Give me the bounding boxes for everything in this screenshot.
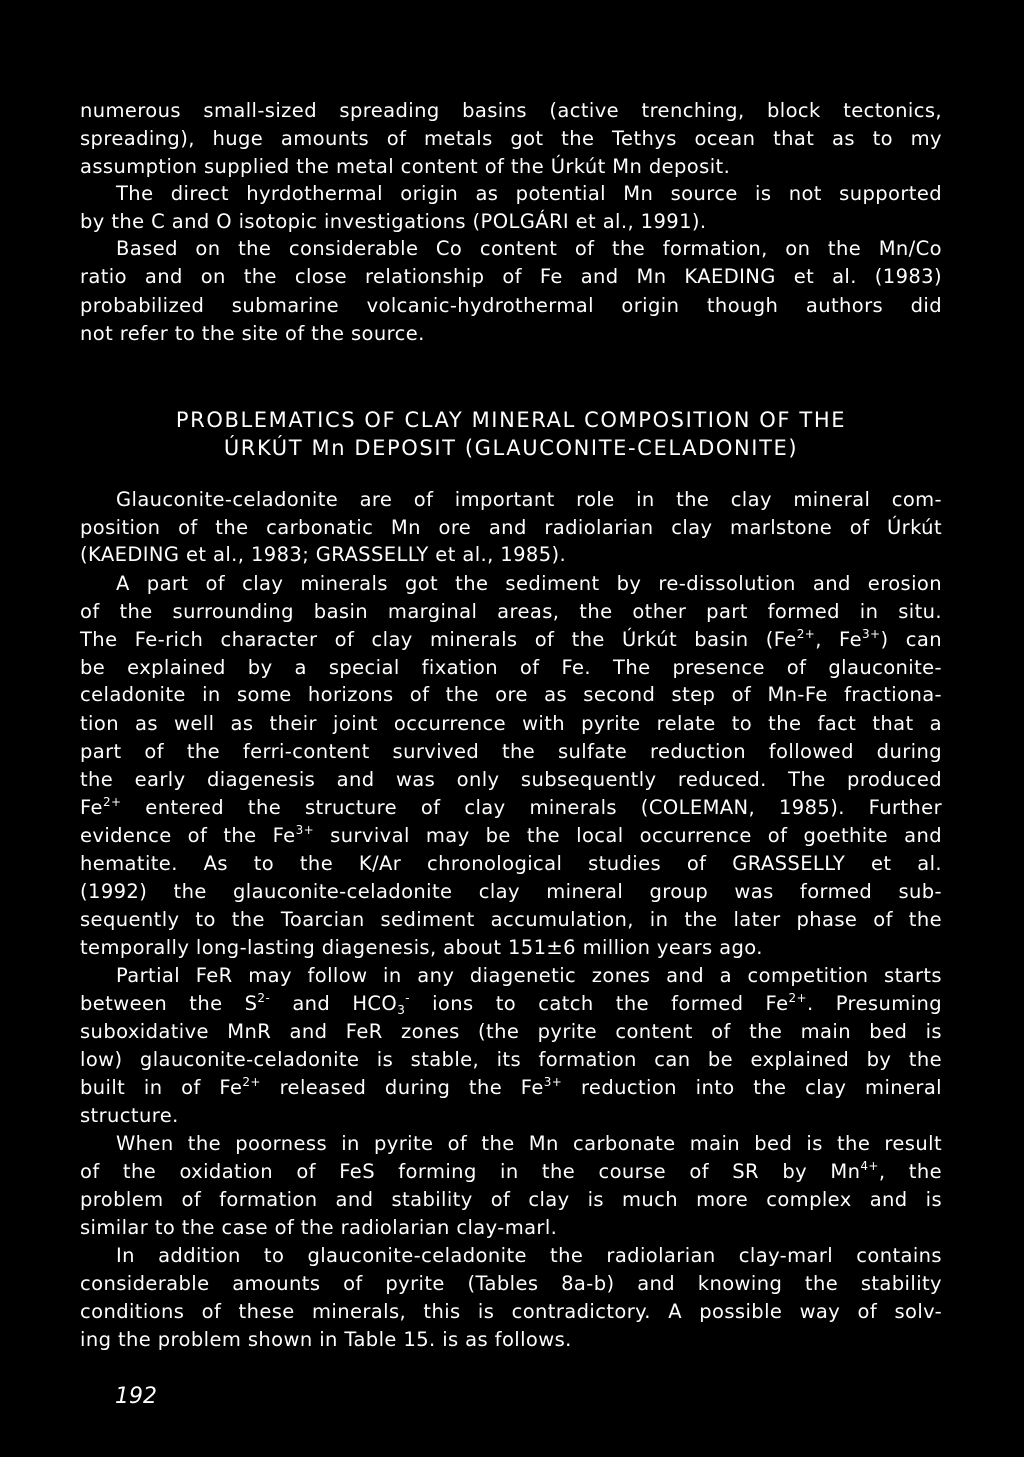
text-line: between the $S^{2-}$ and $HCO_3^-$ ions to catch the formed $Fe^{2+}$. Presuming [80,991,942,1017]
text-line: not refer to the site of the source. [80,322,425,345]
text-line: be explained by a special fixation of Fe. The presence of glauconite- [80,656,942,679]
text-line: structure. [80,1104,179,1127]
text-line: position of the carbonatic Mn ore and radiolarian clay marlstone of Úrkút [80,516,942,539]
text-line: $Fe^{2+}$ entered the structure of clay minerals (COLEMAN, 1985). Further [80,795,942,819]
text-line: spreading), huge amounts of metals got the Tethys ocean that as to my [80,127,942,150]
text-line: temporally long-lasting diagenesis, about 151±6 million years ago. [80,936,763,959]
text-line: similar to the case of the radiolarian clay-marl. [80,1216,558,1239]
text-line: the early diagenesis and was only subsequently reduced. The produced [80,768,942,791]
text-line: tion as well as their joint occurrence with pyrite relate to the fact that a [80,712,942,735]
text-line: of the surrounding basin marginal areas, the other part formed in situ. [80,600,942,623]
text-line: problem of formation and stability of clay is much more complex and is [80,1188,942,1211]
text-line: The direct hyrdothermal origin as potential Mn source is not supported [116,182,942,205]
text-line: conditions of these minerals, this is contradictory. A possible way of solv- [80,1300,942,1323]
text-line: numerous small-sized spreading basins (active trenching, block tectonics, [80,99,942,122]
text-line: The Fe-rich character of clay minerals of the Úrkút basin ($Fe^{2+}$, $Fe^{3+}$) can [80,627,942,651]
text-line: (1992) the glauconite-celadonite clay mineral group was formed sub- [80,880,942,903]
text-line: low) glauconite-celadonite is stable, its formation can be explained by the [80,1048,942,1071]
text-line: Partial FeR may follow in any diagenetic zones and a competition starts [116,964,942,987]
text-line: Based on the considerable Co content of the formation, on the Mn/Co [116,237,942,260]
text-line: of the oxidation of FeS forming in the course of SR by $Mn^{4+}$, the [80,1159,942,1183]
page-number: 192 [115,1384,157,1409]
text-line: When the poorness in pyrite of the Mn carbonate main bed is the result [116,1132,942,1155]
section-heading: ÚRKÚT Mn DEPOSIT (GLAUCONITE-CELADONITE) [223,436,799,460]
text-line: sequently to the Toarcian sediment accumulation, in the later phase of the [80,908,942,931]
text-line: assumption supplied the metal content of the Úrkút Mn deposit. [80,155,731,178]
text-line: ratio and on the close relationship of Fe and Mn KAEDING et al. (1983) [80,265,942,288]
text-line: built in of $Fe^{2+}$ released during the $Fe^{3+}$ reduction into the clay mineral [80,1075,943,1099]
text-line: evidence of the $Fe^{3+}$ survival may be the local occurrence of goethite and [80,823,943,847]
text-line: suboxidative MnR and FeR zones (the pyrite content of the main bed is [80,1020,942,1043]
text-line: In addition to glauconite-celadonite the radiolarian clay-marl contains [116,1244,942,1267]
text-line: part of the ferri-content survived the sulfate reduction followed during [80,740,942,763]
text-line: (KAEDING et al., 1983; GRASSELLY et al., 1985). [80,543,567,566]
text-line: celadonite in some horizons of the ore as second step of Mn-Fe fractiona- [80,683,942,706]
text-line: A part of clay minerals got the sediment by re-dissolution and erosion [116,572,942,595]
text-line: probabilized submarine volcanic-hydrothermal origin though authors did [80,294,942,317]
text-line: considerable amounts of pyrite (Tables 8a-b) and knowing the stability [80,1272,942,1295]
text-line: hematite. As to the K/Ar chronological studies of GRASSELLY et al. [80,852,942,875]
text-line: ing the problem shown in Table 15. is as follows. [80,1328,572,1351]
text-line: Glauconite-celadonite are of important role in the clay mineral com- [116,488,942,511]
section-heading: PROBLEMATICS OF CLAY MINERAL COMPOSITION OF THE [175,408,847,432]
text-line: by the C and O isotopic investigations (POLGÁRI et al., 1991). [80,210,707,233]
